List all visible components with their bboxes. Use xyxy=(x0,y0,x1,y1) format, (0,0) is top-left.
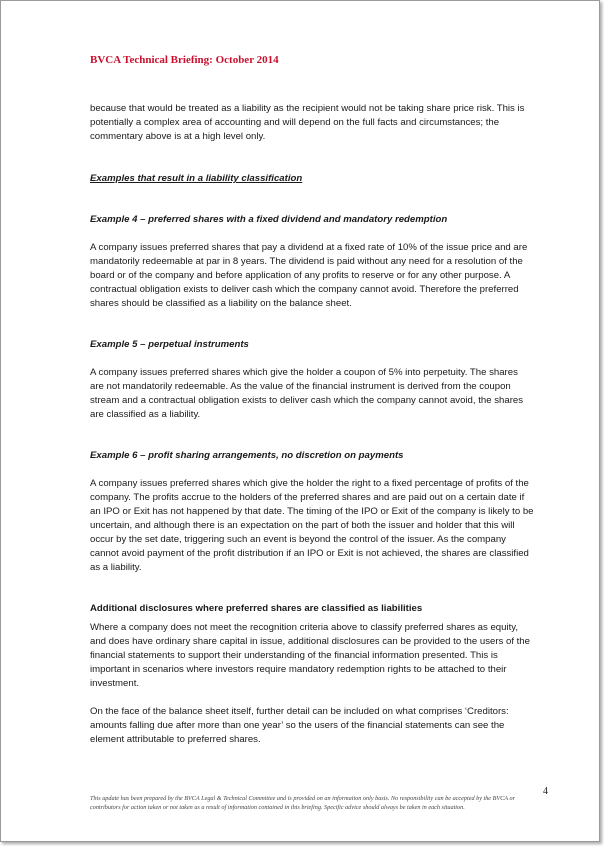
page-number: 4 xyxy=(543,786,548,797)
example-4-text: A company issues preferred shares that pay a dividend at a fixed rate of 10% of the issue price and are mandatorily redeemable at par in 8 years. The dividend is paid without any need for a resolution of the board or of the company and before application of any profits to reserve or for any other purpose. A contractual obligation exists to deliver cash which the company cannot avoid. Therefore the preferred shares should be classified as a liability on the balance sheet. xyxy=(90,242,528,309)
example-6-heading: Example 6 – profit sharing arrangements, no discretion on payments xyxy=(90,450,404,461)
document-body xyxy=(90,102,534,747)
section-heading: Examples that result in a liability classification xyxy=(90,173,303,184)
additional-paragraph-2: On the face of the balance sheet itself, further detail can be included on what comprises ‘Creditors: amounts falling due after more than one year’ so the users of the financial statements can see the element attributable to preferred shares. xyxy=(90,706,509,745)
header-title: BVCA Technical Briefing: October 2014 xyxy=(90,54,279,66)
additional-disclosures-heading: Additional disclosures where preferred shares are classified as liabilities xyxy=(90,603,423,614)
example-6-text: A company issues preferred shares which give the holder the right to a fixed percentage of profits of the company. The profits accrue to the holders of the preferred shares and are paid out on a certain date if an IPO or Exit has not happened by that date. The timing of the IPO or Exit of the company is likely to be uncertain, and although there is an expectation on the part of both the issuer and holder that this will occur by the set date, triggering such an event is beyond the control of the issuer. As the company cannot avoid payment of the profit distribution if an IPO or Exit is not achieved, the shares are classified as a liability. xyxy=(90,478,534,573)
footer-disclaimer: This update has been prepared by the BVCA Legal & Technical Committee and is provided on an information only basis. No responsibility can be accepted by the BVCA or contributors for action taken or not taken as a result of information contained in this briefing. Specific advice should always be taken in each situation. xyxy=(90,795,515,811)
example-5-heading: Example 5 – perpetual instruments xyxy=(90,339,249,350)
example-5-text: A company issues preferred shares which give the holder a coupon of 5% into perpetuity. The shares are not mandatorily redeemable. As the value of the financial instrument is derived from the coupon stream and a contractual obligation exists to deliver cash which the company cannot avoid, the shares are classified as a liability. xyxy=(90,367,524,420)
additional-paragraph-1: Where a company does not meet the recognition criteria above to classify preferred shares as equity, and does have ordinary share capital in issue, additional disclosures can be provided to the users of the financial statements to support their understanding of the financial information presented. This is important in scenarios where investors require mandatory redemption rights to be attached to their investment. xyxy=(90,622,530,689)
intro-paragraph: because that would be treated as a liability as the recipient would not be taking share price risk. This is potentially a complex area of accounting and will depend on the full facts and circumstances; the commentary above is at a high level only. xyxy=(90,103,525,142)
example-4-heading: Example 4 – preferred shares with a fixed dividend and mandatory redemption xyxy=(90,214,448,225)
